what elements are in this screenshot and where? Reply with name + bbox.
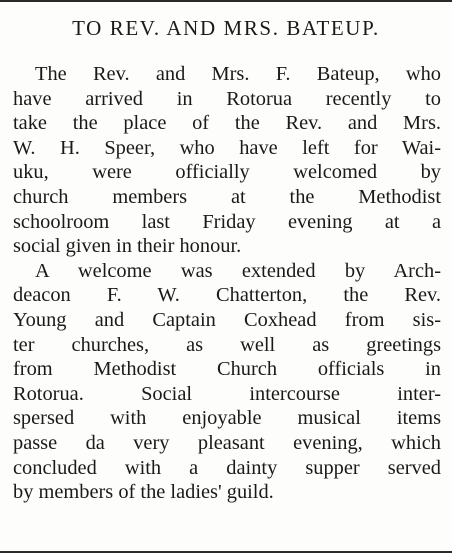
paragraph-2 xyxy=(13,259,441,505)
top-rule xyxy=(0,0,452,2)
text-line: passe da very pleasant evening, which xyxy=(13,431,441,454)
text-line: take the place of the Rev. and Mrs. xyxy=(13,112,441,135)
text-line: W. H. Speer, who have left for Wai- xyxy=(13,136,441,159)
text-line: spersed with enjoyable musical items xyxy=(13,407,441,430)
text-line: by members of the ladies' guild. xyxy=(13,481,274,504)
text-line: social given in their honour. xyxy=(13,235,242,258)
text-line: church members at the Methodist xyxy=(13,185,441,208)
text-line: Young and Captain Coxhead from sis- xyxy=(13,308,441,331)
text-line: deacon F. W. Chatterton, the Rev. xyxy=(13,284,441,307)
article-body xyxy=(13,62,441,505)
headline: TO REV. AND MRS. BATEUP. xyxy=(72,16,380,40)
paragraph-1 xyxy=(13,62,441,259)
text-line: A welcome was extended by Arch- xyxy=(35,259,441,282)
text-line: concluded with a dainty supper served xyxy=(13,456,441,479)
text-line: Rotorua. Social intercourse inter- xyxy=(13,382,441,405)
text-line: schoolroom last Friday evening at a xyxy=(13,210,441,233)
text-line: have arrived in Rotorua recently to xyxy=(13,87,441,110)
text-line: ter churches, as well as greetings xyxy=(13,333,441,356)
text-line: from Methodist Church officials in xyxy=(13,358,441,381)
text-line: uku, were officially welcomed by xyxy=(13,161,441,184)
text-line: The Rev. and Mrs. F. Bateup, who xyxy=(35,63,441,85)
